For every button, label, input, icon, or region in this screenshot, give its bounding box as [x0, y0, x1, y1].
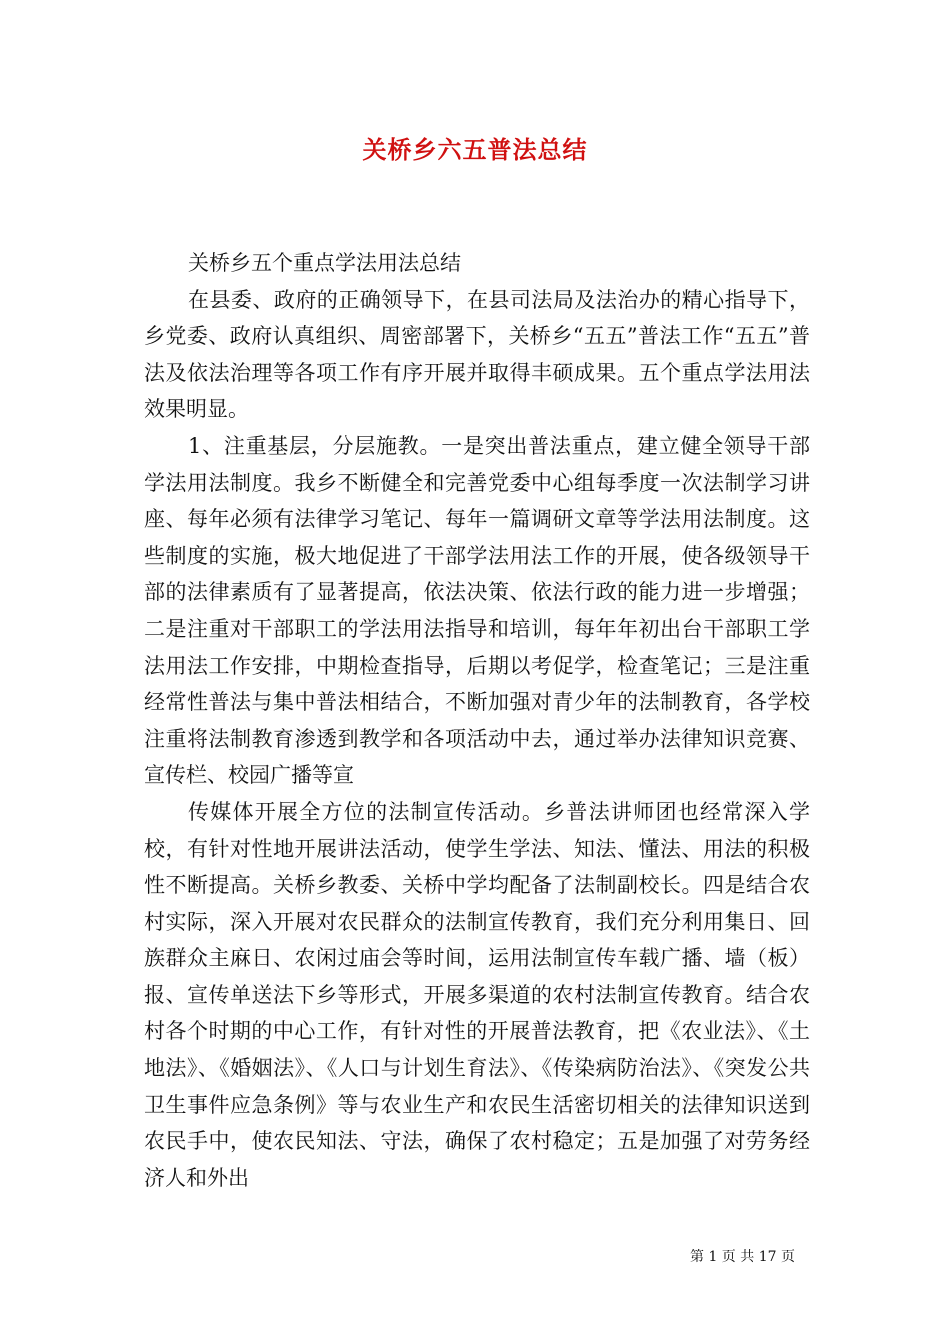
- body-paragraph-intro: 在县委、政府的正确领导下，在县司法局及法治办的精心指导下，乡党委、政府认真组织、周密部署下，关桥乡“五五”普法工作“五五”普法及依法治理等各项工作有序开展并取得丰硕成果。五个重点学法用法效果明显。: [144, 287, 810, 422]
- body-paragraph-subtitle: 关桥乡五个重点学法用法总结: [188, 251, 461, 275]
- document-body: [144, 245, 810, 1196]
- body-paragraph-point-1: 1、注重基层，分层施教。一是突出普法重点，建立健全领导干部学法用法制度。我乡不断健全和完善党委中心组每季度一次法制学习讲座、每年必须有法律学习笔记、每年一篇调研文章等学法用法制度。这些制度的实施，极大地促进了干部学法用法工作的开展，使各级领导干部的法律素质有了显著提高，依法决策、依法行政的能力进一步增强；二是注重对干部职工的学法用法指导和培训，每年年初出台干部职工学法用法工作安排，中期检查指导，后期以考促学，检查笔记；三是注重经常性普法与集中普法相结合，不断加强对青少年的法制教育，各学校注重将法制教育渗透到教学和各项活动中去，通过举办法律知识竞赛、宣传栏、校园广播等宣: [144, 433, 810, 788]
- page-footer: 第 1 页 共 17 页: [690, 1249, 795, 1265]
- body-paragraph-continued: 传媒体开展全方位的法制宣传活动。乡普法讲师团也经常深入学校，有针对性地开展讲法活动，使学生学法、知法、懂法、用法的积极性不断提高。关桥乡教委、关桥中学均配备了法制副校长。四是结合农村实际，深入开展对农民群众的法制宣传教育，我们充分利用集日、回族群众主麻日、农闲过庙会等时间，运用法制宣传车载广播、墙（板）报、宣传单送法下乡等形式，开展多渠道的农村法制宣传教育。结合农村各个时期的中心工作，有针对性的开展普法教育，把《农业法》、《土地法》、《婚姻法》、《人口与计划生育法》、《传染病防治法》、《突发公共卫生事件应急条例》等与农业生产和农民生活密切相关的法律知识送到农民手中，使农民知法、守法，确保了农村稳定；五是加强了对劳务经济人和外出: [144, 799, 810, 1190]
- document-title: 关桥乡六五普法总结: [362, 135, 588, 164]
